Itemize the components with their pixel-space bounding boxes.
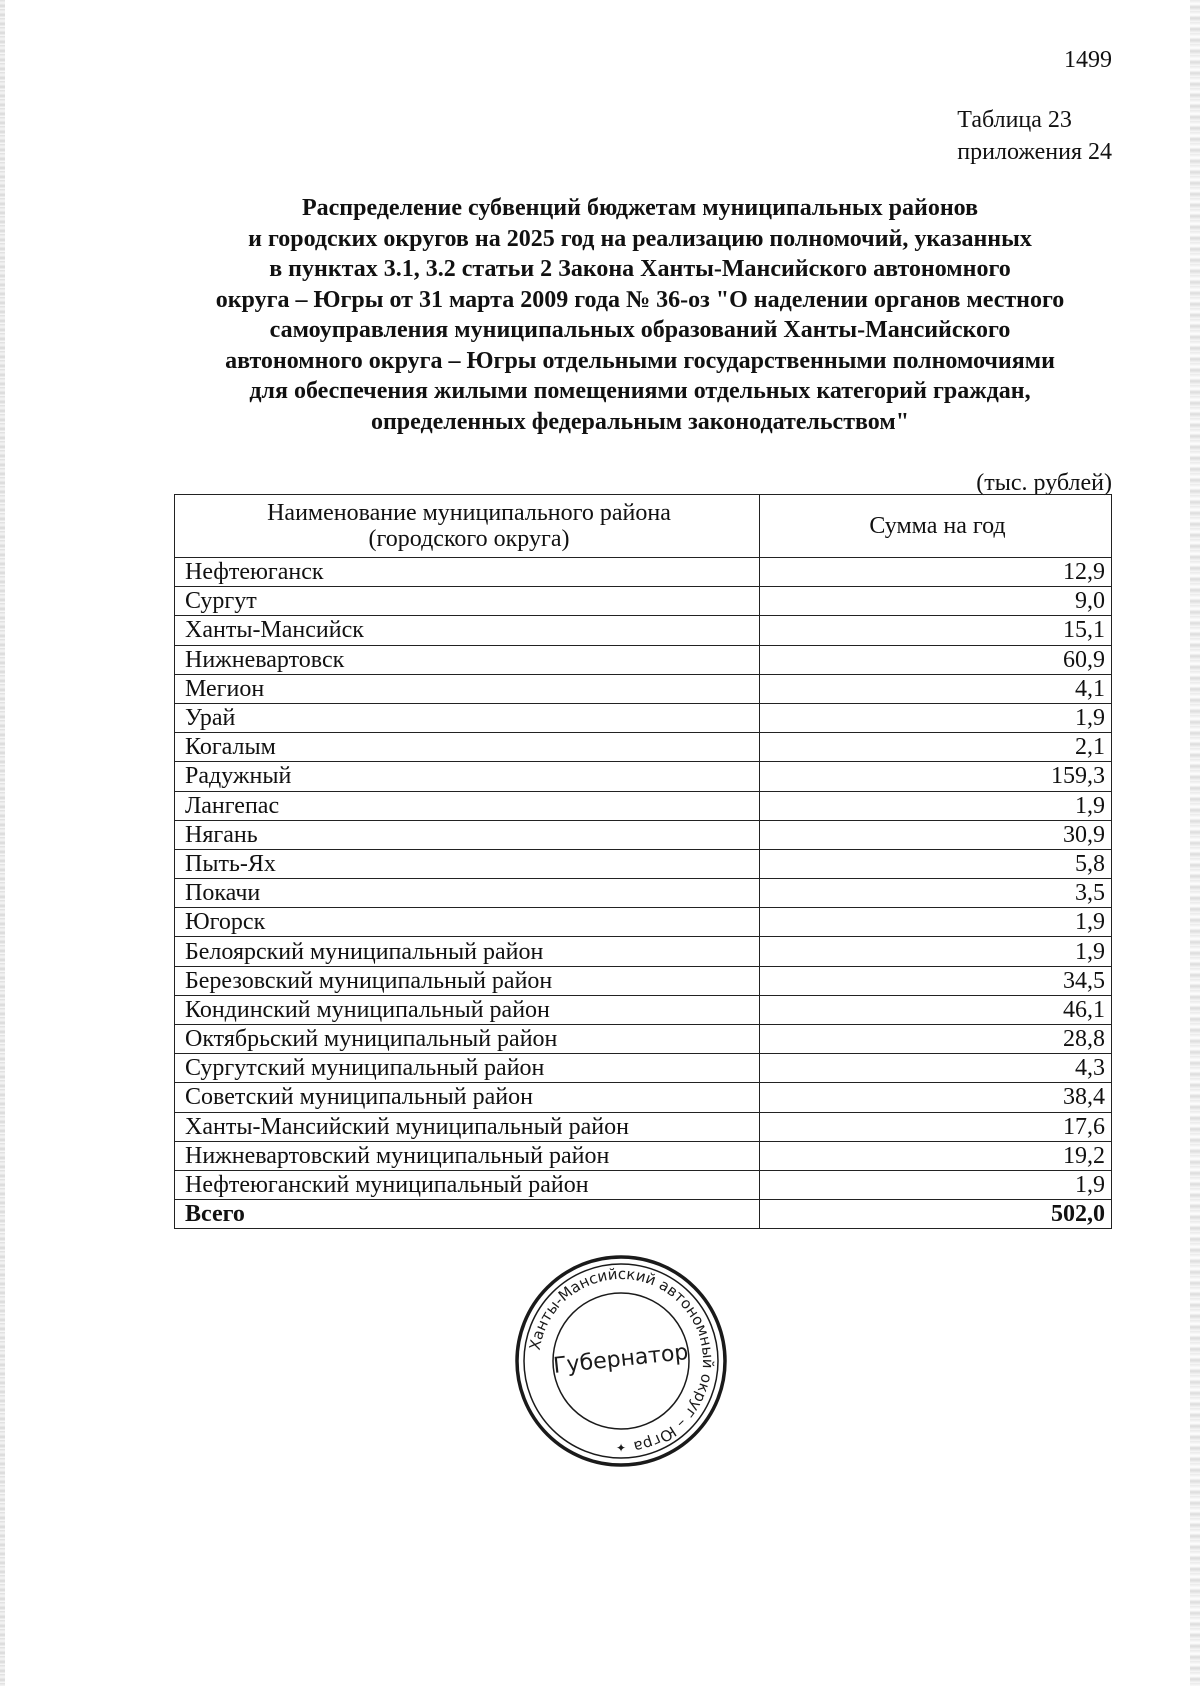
municipality-name: Югорск — [175, 908, 760, 937]
municipality-name: Покачи — [175, 879, 760, 908]
table-row — [175, 1170, 1112, 1199]
annual-sum: 4,1 — [760, 674, 1112, 703]
table-reference-line-2: приложения 24 — [957, 139, 1112, 165]
annual-sum: 1,9 — [760, 703, 1112, 732]
table-row — [175, 995, 1112, 1024]
annual-sum: 60,9 — [760, 645, 1112, 674]
municipality-name: Белоярский муниципальный район — [175, 937, 760, 966]
annual-sum: 159,3 — [760, 762, 1112, 791]
page-number: 1499 — [1064, 47, 1112, 73]
annual-sum: 19,2 — [760, 1141, 1112, 1170]
municipality-name: Березовский муниципальный район — [175, 966, 760, 995]
header-municipality-line-1: Наименование муниципального района — [267, 500, 671, 526]
table-row — [175, 733, 1112, 762]
header-municipality-line-2: (городского округа) — [368, 526, 570, 552]
municipality-name: Ханты-Мансийский муниципальный район — [175, 1112, 760, 1141]
annual-sum: 17,6 — [760, 1112, 1112, 1141]
annual-sum: 28,8 — [760, 1025, 1112, 1054]
scan-edge-right — [1190, 0, 1200, 1686]
municipality-name: Кондинский муниципальный район — [175, 995, 760, 1024]
seal-center-text: Губернатор — [552, 1339, 690, 1380]
municipality-name: Ханты-Мансийск — [175, 616, 760, 645]
annual-sum: 2,1 — [760, 733, 1112, 762]
table-row — [175, 908, 1112, 937]
table-row — [175, 1112, 1112, 1141]
annual-sum: 1,9 — [760, 937, 1112, 966]
table-total-row — [175, 1200, 1112, 1229]
title-line: в пунктах 3.1, 3.2 статьи 2 Закона Ханты-Мансийского автономного — [269, 256, 1011, 282]
table-row — [175, 820, 1112, 849]
municipality-name: Нижневартовский муниципальный район — [175, 1141, 760, 1170]
table-row — [175, 1083, 1112, 1112]
seal-star-icon: ✦ — [615, 1441, 627, 1455]
annual-sum: 34,5 — [760, 966, 1112, 995]
table-body — [175, 558, 1112, 1229]
table-row — [175, 849, 1112, 878]
governor-seal — [512, 1252, 730, 1470]
table-row — [175, 1054, 1112, 1083]
header-municipality — [175, 495, 760, 558]
municipality-name: Нижневартовск — [175, 645, 760, 674]
annual-sum: 38,4 — [760, 1083, 1112, 1112]
header-sum: Сумма на год — [760, 495, 1112, 558]
units-label: (тыс. рублей) — [976, 470, 1112, 496]
title-line: для обеспечения жилыми помещениями отдельных категорий граждан, — [249, 378, 1031, 404]
annual-sum: 5,8 — [760, 849, 1112, 878]
table-row — [175, 966, 1112, 995]
table-row — [175, 937, 1112, 966]
annual-sum: 1,9 — [760, 791, 1112, 820]
table-row — [175, 762, 1112, 791]
table-header-row — [175, 495, 1112, 558]
municipality-name: Нягань — [175, 820, 760, 849]
municipality-name: Когалым — [175, 733, 760, 762]
municipality-name: Лангепас — [175, 791, 760, 820]
scan-edge-left — [0, 0, 5, 1686]
title-line: Распределение субвенций бюджетам муниципальных районов — [301, 195, 979, 221]
municipality-name: Сургутский муниципальный район — [175, 1054, 760, 1083]
table-row — [175, 587, 1112, 616]
title-line: и городских округов на 2025 год на реализацию полномочий, указанных — [248, 225, 1032, 252]
table-row — [175, 1025, 1112, 1054]
title-line: округа – Югры от 31 марта 2009 года № 36-оз "О наделении органов местного — [215, 286, 1065, 313]
municipality-name: Мегион — [175, 674, 760, 703]
municipality-name: Урай — [175, 703, 760, 732]
annual-sum: 1,9 — [760, 1170, 1112, 1199]
table-row — [175, 616, 1112, 645]
annual-sum: 3,5 — [760, 879, 1112, 908]
total-value: 502,0 — [760, 1200, 1112, 1229]
annual-sum: 1,9 — [760, 908, 1112, 937]
table-row — [175, 558, 1112, 587]
table-reference — [957, 104, 1112, 168]
municipality-name: Октябрьский муниципальный район — [175, 1025, 760, 1054]
municipality-name: Сургут — [175, 587, 760, 616]
table-row — [175, 703, 1112, 732]
title-line: самоуправления муниципальных образований Ханты-Мансийского — [269, 317, 1011, 343]
table-row — [175, 645, 1112, 674]
subvention-table — [174, 494, 1112, 1229]
annual-sum: 9,0 — [760, 587, 1112, 616]
table-row — [175, 674, 1112, 703]
annual-sum: 4,3 — [760, 1054, 1112, 1083]
table-row — [175, 1141, 1112, 1170]
title-line: определенных федеральным законодательством" — [370, 408, 910, 435]
annual-sum: 30,9 — [760, 820, 1112, 849]
table-row — [175, 879, 1112, 908]
seal-ring-text: Ханты-Мансийский автономный округ – Югра — [525, 1264, 718, 1456]
municipality-name: Нефтеюганск — [175, 558, 760, 587]
title-line: автономного округа – Югры отдельными государственными полномочиями — [225, 347, 1055, 374]
municipality-name: Пыть-Ях — [175, 849, 760, 878]
annual-sum: 15,1 — [760, 616, 1112, 645]
annual-sum: 46,1 — [760, 995, 1112, 1024]
municipality-name: Советский муниципальный район — [175, 1083, 760, 1112]
table-reference-line-1: Таблица 23 — [957, 107, 1072, 133]
municipality-name: Радужный — [175, 762, 760, 791]
municipality-name: Нефтеюганский муниципальный район — [175, 1170, 760, 1199]
document-title — [160, 193, 1120, 437]
annual-sum: 12,9 — [760, 558, 1112, 587]
total-label: Всего — [175, 1200, 760, 1229]
table-row — [175, 791, 1112, 820]
